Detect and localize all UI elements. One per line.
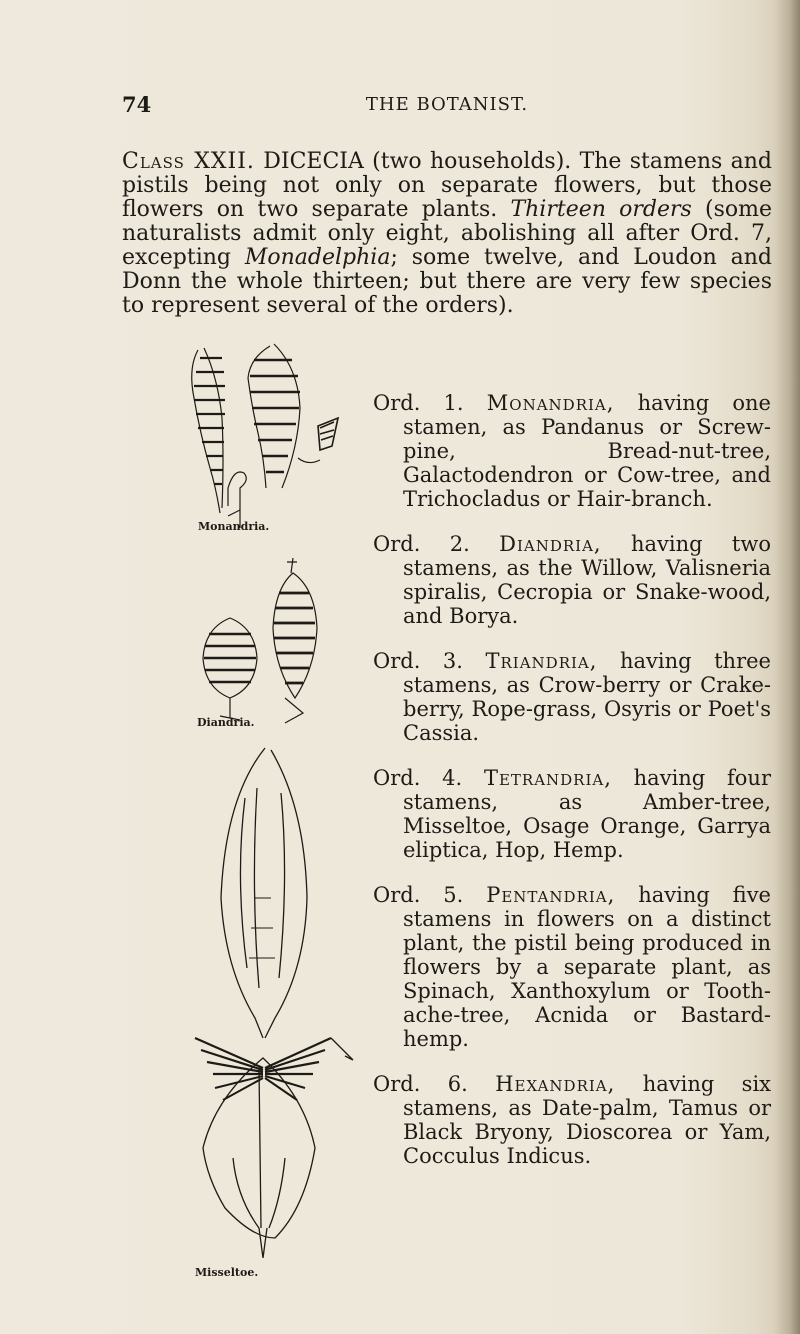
class-intro-paragraph [122,150,772,318]
order-prefix: Ord. 4. [373,766,463,790]
order-prefix: Ord. 1. [373,391,464,415]
order-text: having three stamens, as Crow-berry or Crake-berry, Rope-grass, Osyris or Poet's Cassia. [403,649,771,745]
order-text: having six stamens, as Date-palm, Tamus or Black Bryony, Dioscorea or Yam, Cocculus Indicus. [403,1072,771,1168]
intro-text-2: (some naturalists admit only eight, abolishing all after Ord. 7, excepting [122,197,773,270]
orders-list [373,370,771,1184]
intro-monadelphia: Monadelphia [244,245,391,270]
monandria-illustration [170,338,370,533]
order-name: Tetrandria, [483,766,612,790]
class-name: DICECIA [263,149,364,174]
monandria-caption: Monandria. [198,520,270,533]
order-entry [373,883,771,1051]
order-text: having four stamens, as Amber-tree, Misseltoe, Osage Orange, Garrya eliptica, Hop, Hemp. [403,766,771,862]
order-prefix: Ord. 5. [373,883,464,907]
order-text: having one stamen, as Pandanus or Screw-pine, Bread-nut-tree, Galactodendron or Cow-tree, and Trichocladus or Hair-branch. [403,391,771,511]
class-number: Class XXII. [122,149,255,174]
order-name: Hexandria, [495,1072,616,1096]
misseltoe-illustration [155,738,375,1279]
order-entry [373,766,771,862]
running-head: THE BOTANIST. [365,94,529,115]
order-entry [373,391,771,511]
diandria-illustration [175,548,375,728]
illustrations-column [170,338,370,1298]
page-header [122,92,772,122]
order-prefix: Ord. 3. [373,649,463,673]
order-prefix: Ord. 6. [373,1072,468,1096]
page-edge-shadow [774,0,800,1334]
order-entry [373,649,771,745]
order-entry [373,532,771,628]
diandria-caption: Diandria. [197,716,255,729]
order-name: Pentandria, [486,883,616,907]
order-name: Diandria, [499,532,602,556]
order-entry [373,1072,771,1168]
misseltoe-caption: Misseltoe. [195,1266,259,1279]
order-text: having two stamens, as the Willow, Valisneria spiralis, Cecropia or Snake-wood, and Borya. [403,532,771,628]
intro-text-3: ; some twelve, and Loudon and Donn the whole thirteen; but there are very few species to represent several of the orders). [122,245,772,318]
order-name: Triandria, [485,649,598,673]
intro-thirteen-orders: Thirteen orders [510,197,692,222]
intro-text-1: (two households). The stamens and pistils being not only on separate flowers, but those flowers on two separate plants. [122,149,773,222]
order-text: having five stamens in flowers on a distinct plant, the pistil being produced in flowers by a separate plant, as Spinach, Xanthoxylum or Tooth-ache-tree, Acnida or Bastard-hemp. [403,883,771,1051]
order-name: Monandria, [486,391,615,415]
page-number: 74 [122,92,152,117]
order-prefix: Ord. 2. [373,532,470,556]
